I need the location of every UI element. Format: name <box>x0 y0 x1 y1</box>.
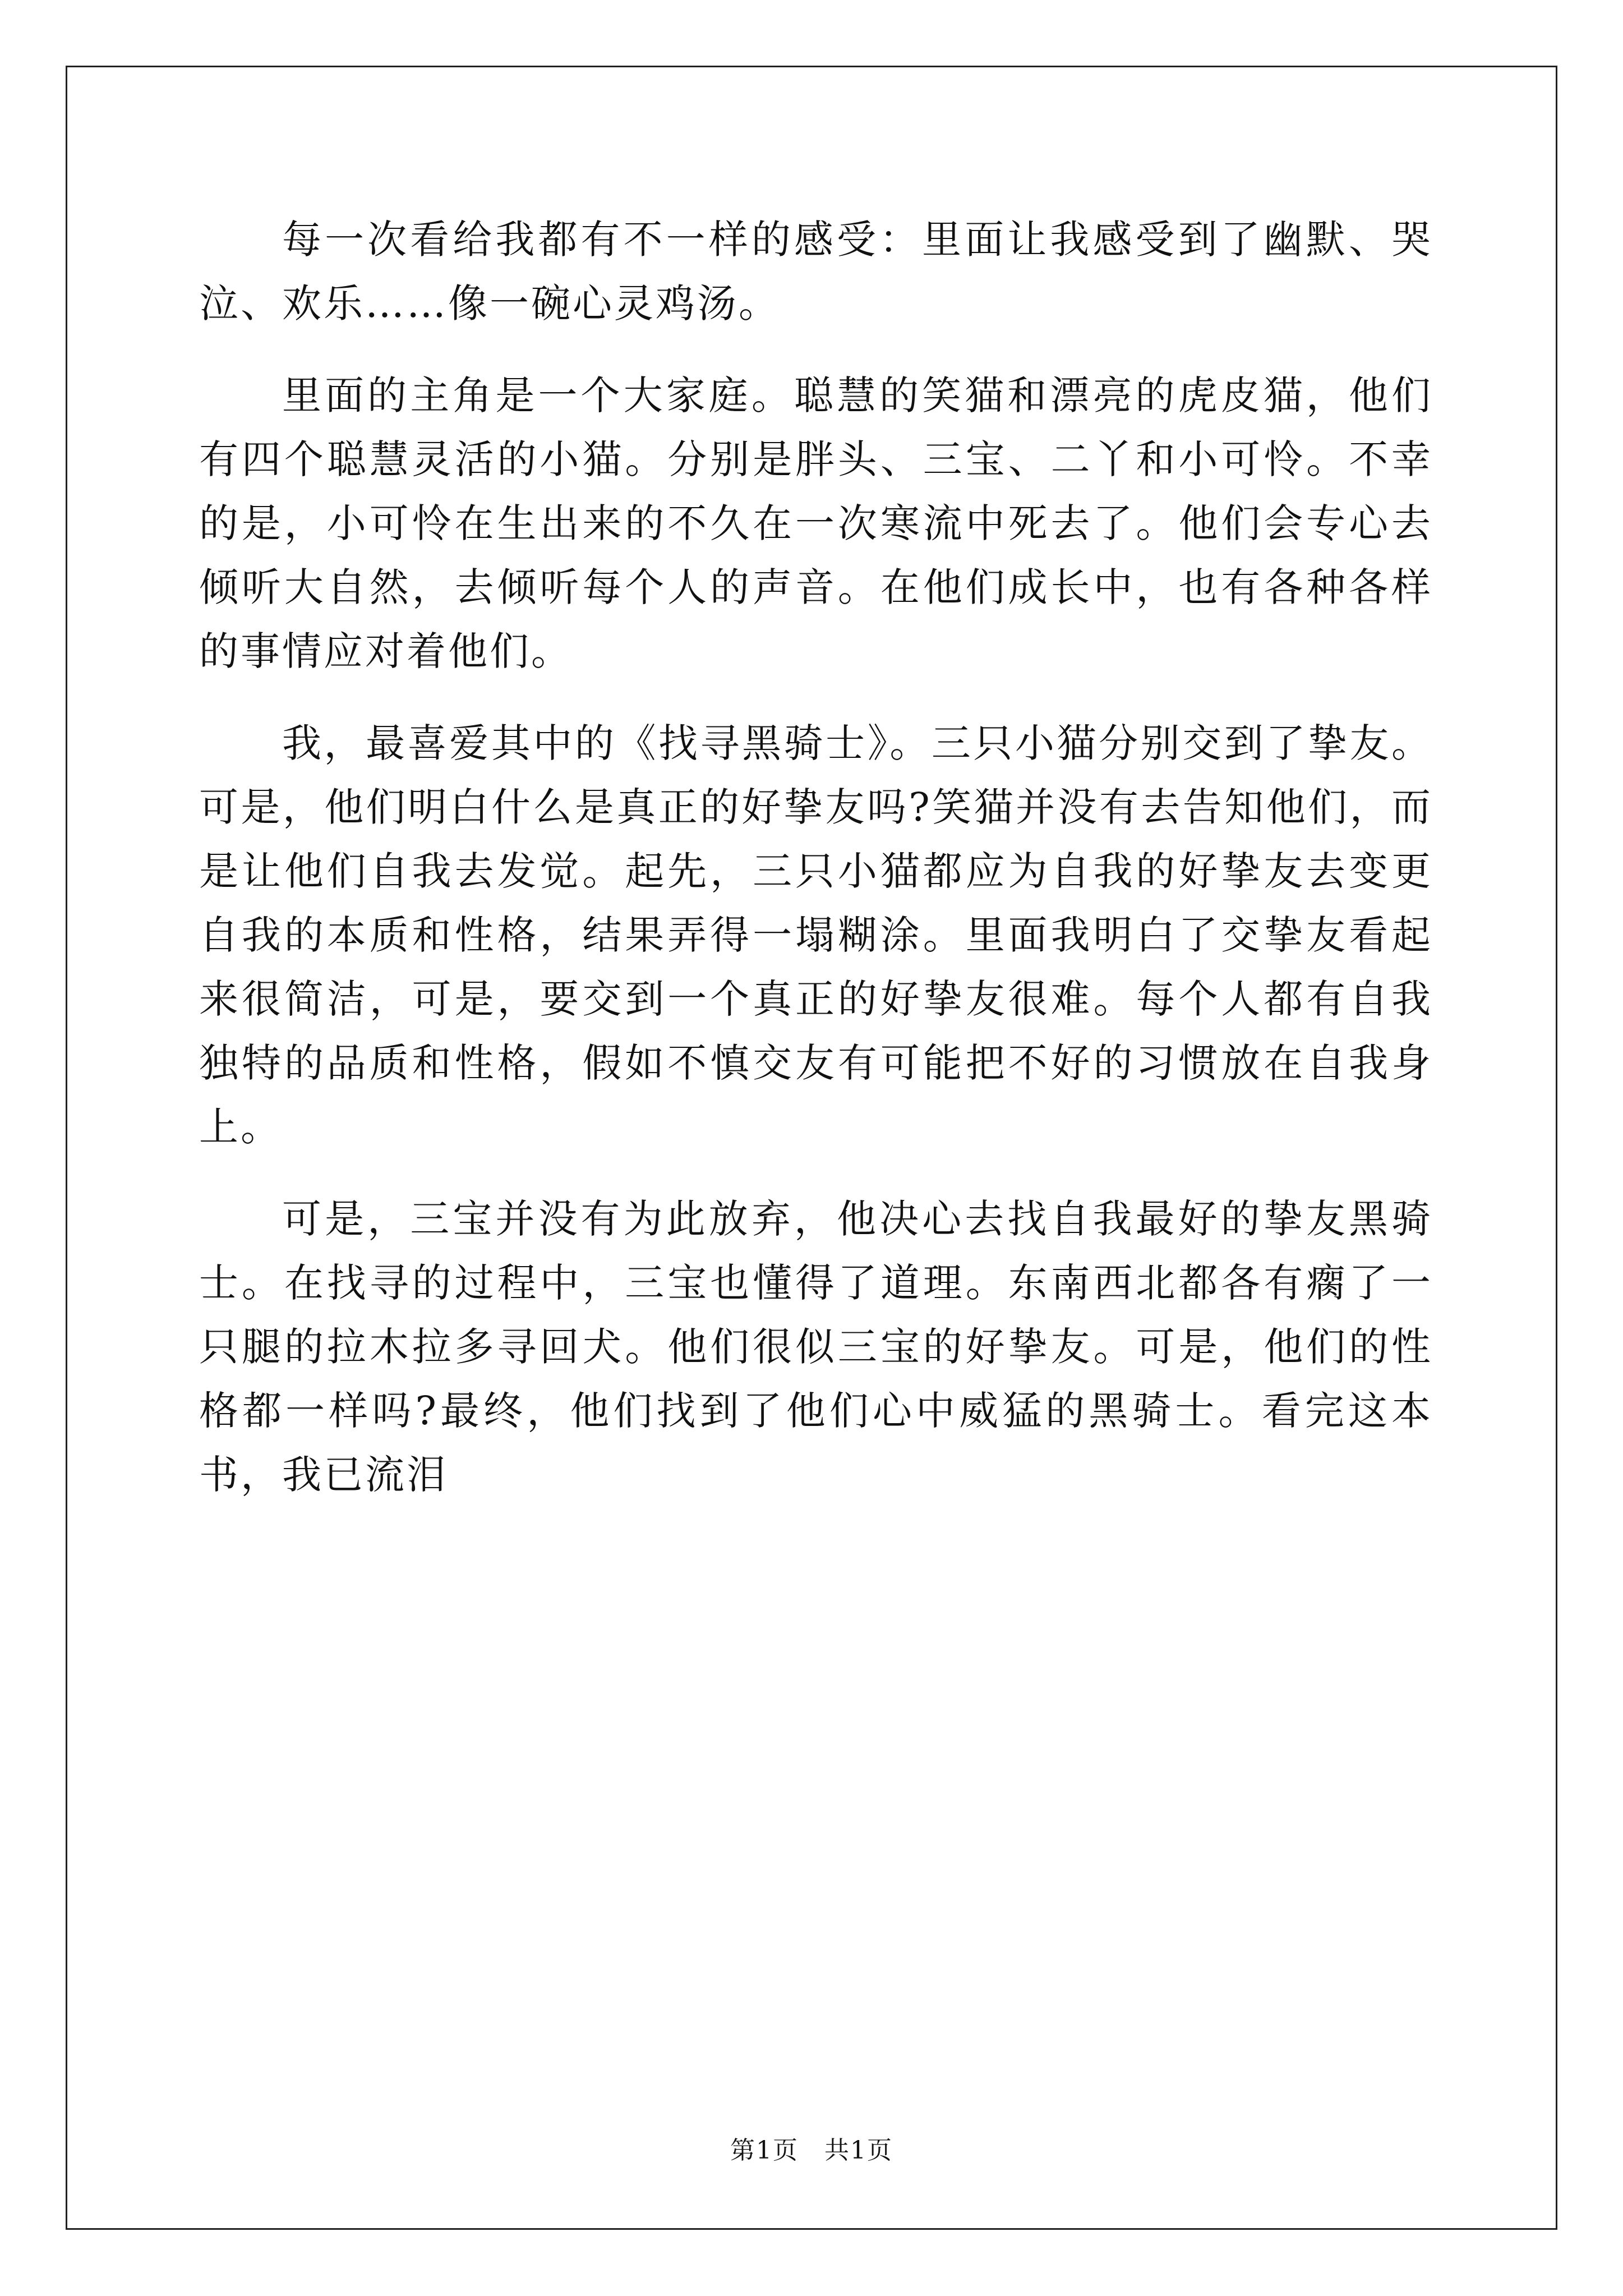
paragraph-1: 每一次看给我都有不一样的感受：里面让我感受到了幽默、哭泣、欢乐……像一碗心灵鸡汤。 <box>199 217 1433 326</box>
paragraph-3: 我，最喜爱其中的《找寻黑骑士》。三只小猫分别交到了挚友。可是，他们明白什么是真正的好挚友吗?笑猫并没有去告知他们，而是让他们自我去发觉。起先，三只小猫都应为自我的好挚友去变更自我的本质和性格，结果弄得一塌糊涂。里面我明白了交挚友看起来很简洁，可是，要交到一个真正的好挚友很难。每个人都有自我独特的品质和性格，假如不慎交友有可能把不好的习惯放在自我身上。 <box>199 720 1433 1150</box>
paragraph-4: 可是，三宝并没有为此放弃，他决心去找自我最好的挚友黑骑士。在找寻的过程中，三宝也懂得了道理。东南西北都各有瘸了一只腿的拉木拉多寻回犬。他们很似三宝的好挚友。可是，他们的性格都一样吗?最终，他们找到了他们心中威猛的黑骑士。看完这本书，我已流泪 <box>199 1196 1433 1498</box>
page-total: 共1页 <box>824 2136 893 2165</box>
document-body <box>199 208 1433 1535</box>
page-number: 第1页 <box>730 2136 799 2165</box>
paragraph-2: 里面的主角是一个大家庭。聪慧的笑猫和漂亮的虎皮猫，他们有四个聪慧灵活的小猫。分别是胖头、三宝、二丫和小可怜。不幸的是，小可怜在生出来的不久在一次寒流中死去了。他们会专心去倾听大自然，去倾听每个人的声音。在他们成长中，也有各种各样的事情应对着他们。 <box>199 372 1433 674</box>
page-footer <box>0 2135 1623 2166</box>
